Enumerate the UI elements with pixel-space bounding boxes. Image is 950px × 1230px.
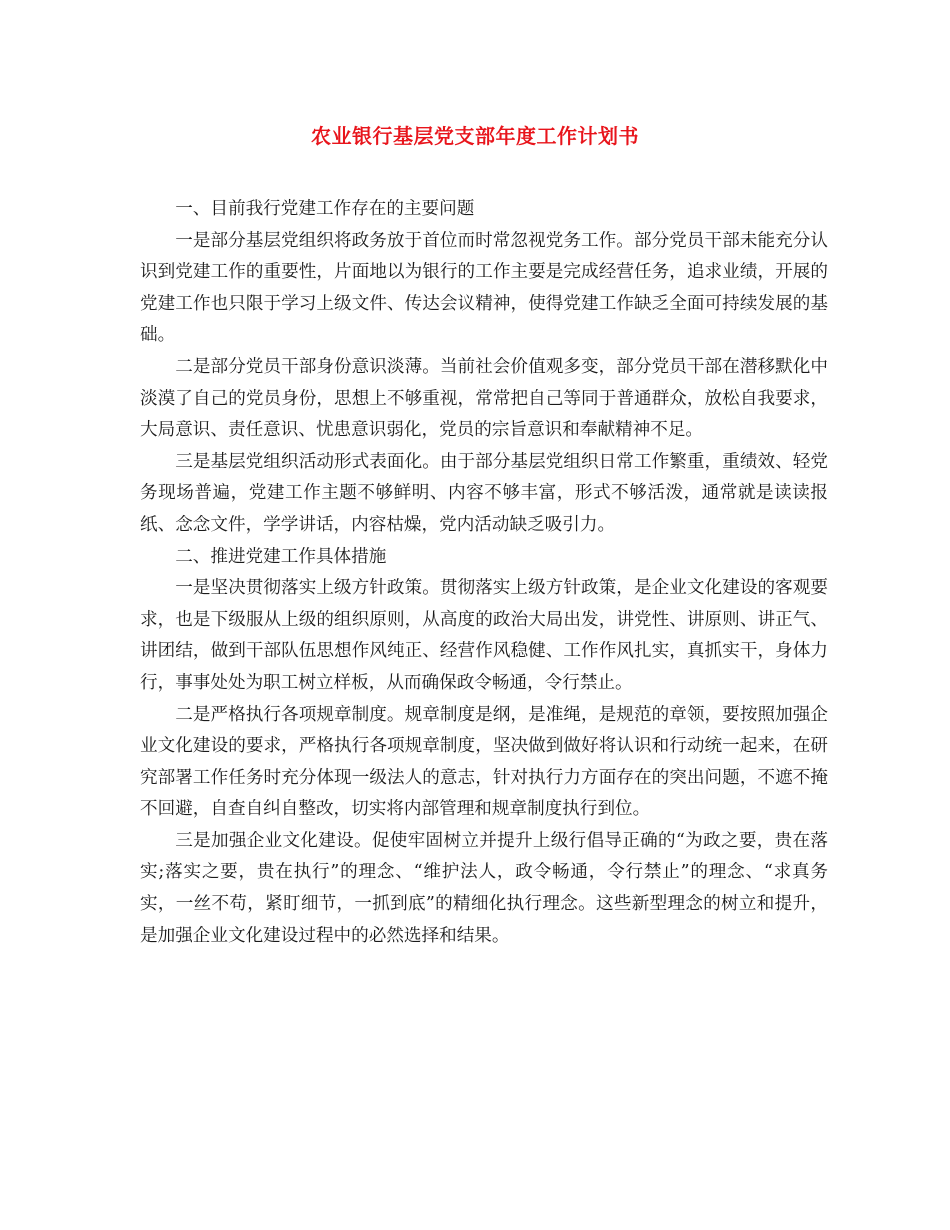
paragraph: 一是坚决贯彻落实上级方针政策。贯彻落实上级方针政策，是企业文化建设的客观要求，也是下级服从上级的组织原则，从高度的政治大局出发，讲党性、讲原则、讲正气、讲团结，做到干部队伍思想作风纯正、经营作风稳健、工作作风扎实，真抓实干，身体力行，事事处处为职工树立样板，从而确保政令畅通，令行禁止。 <box>140 578 828 693</box>
paragraph: 三是基层党组织活动形式表面化。由于部分基层党组织日常工作繁重，重绩效、轻党务现场普遍，党建工作主题不够鲜明、内容不够丰富，形式不够活泼，通常就是读读报纸、念念文件，学学讲话，内容枯燥，党内活动缺乏吸引力。 <box>140 451 828 535</box>
paragraph: 三是加强企业文化建设。促使牢固树立并提升上级行倡导正确的“为政之要，贵在落实;落实之要，贵在执行”的理念、“维护法人，政令畅通，令行禁止”的理念、“求真务实，一丝不苟，紧盯细节，一抓到底”的精细化执行理念。这些新型理念的树立和提升，是加强企业文化建设过程中的必然选择和结果。 <box>140 830 828 946</box>
paragraph: 一是部分基层党组织将政务放于首位而时常忽视党务工作。部分党员干部未能充分认识到党建工作的重要性，片面地以为银行的工作主要是完成经营任务，追求业绩，开展的党建工作也只限于学习上级文件、传达会议精神，使得党建工作缺乏全面可持续发展的基础。 <box>140 230 828 346</box>
paragraph: 二是部分党员干部身份意识淡薄。当前社会价值观多变，部分党员干部在潜移默化中淡漠了自己的党员身份，思想上不够重视，常常把自己等同于普通群众，放松自我要求，大局意识、责任意识、忧患意识弱化，党员的宗旨意识和奉献精神不足。 <box>140 356 828 441</box>
paragraph: 二是严格执行各项规章制度。规章制度是纲，是准绳，是规范的章领，要按照加强企业文化建设的要求，严格执行各项规章制度，坚决做到做好将认识和行动统一起来，在研究部署工作任务时充分体现一级法人的意志，针对执行力方面存在的突出问题，不遮不掩不回避，自查自纠自整改，切实将内部管理和规章制度执行到位。 <box>140 704 828 820</box>
document-body <box>140 194 828 952</box>
document-title: 农业银行基层党支部年度工作计划书 <box>311 124 639 148</box>
section-heading-2: 二、推进党建工作具体措施 <box>175 546 387 567</box>
section-heading-1: 一、目前我行党建工作存在的主要问题 <box>175 199 475 219</box>
